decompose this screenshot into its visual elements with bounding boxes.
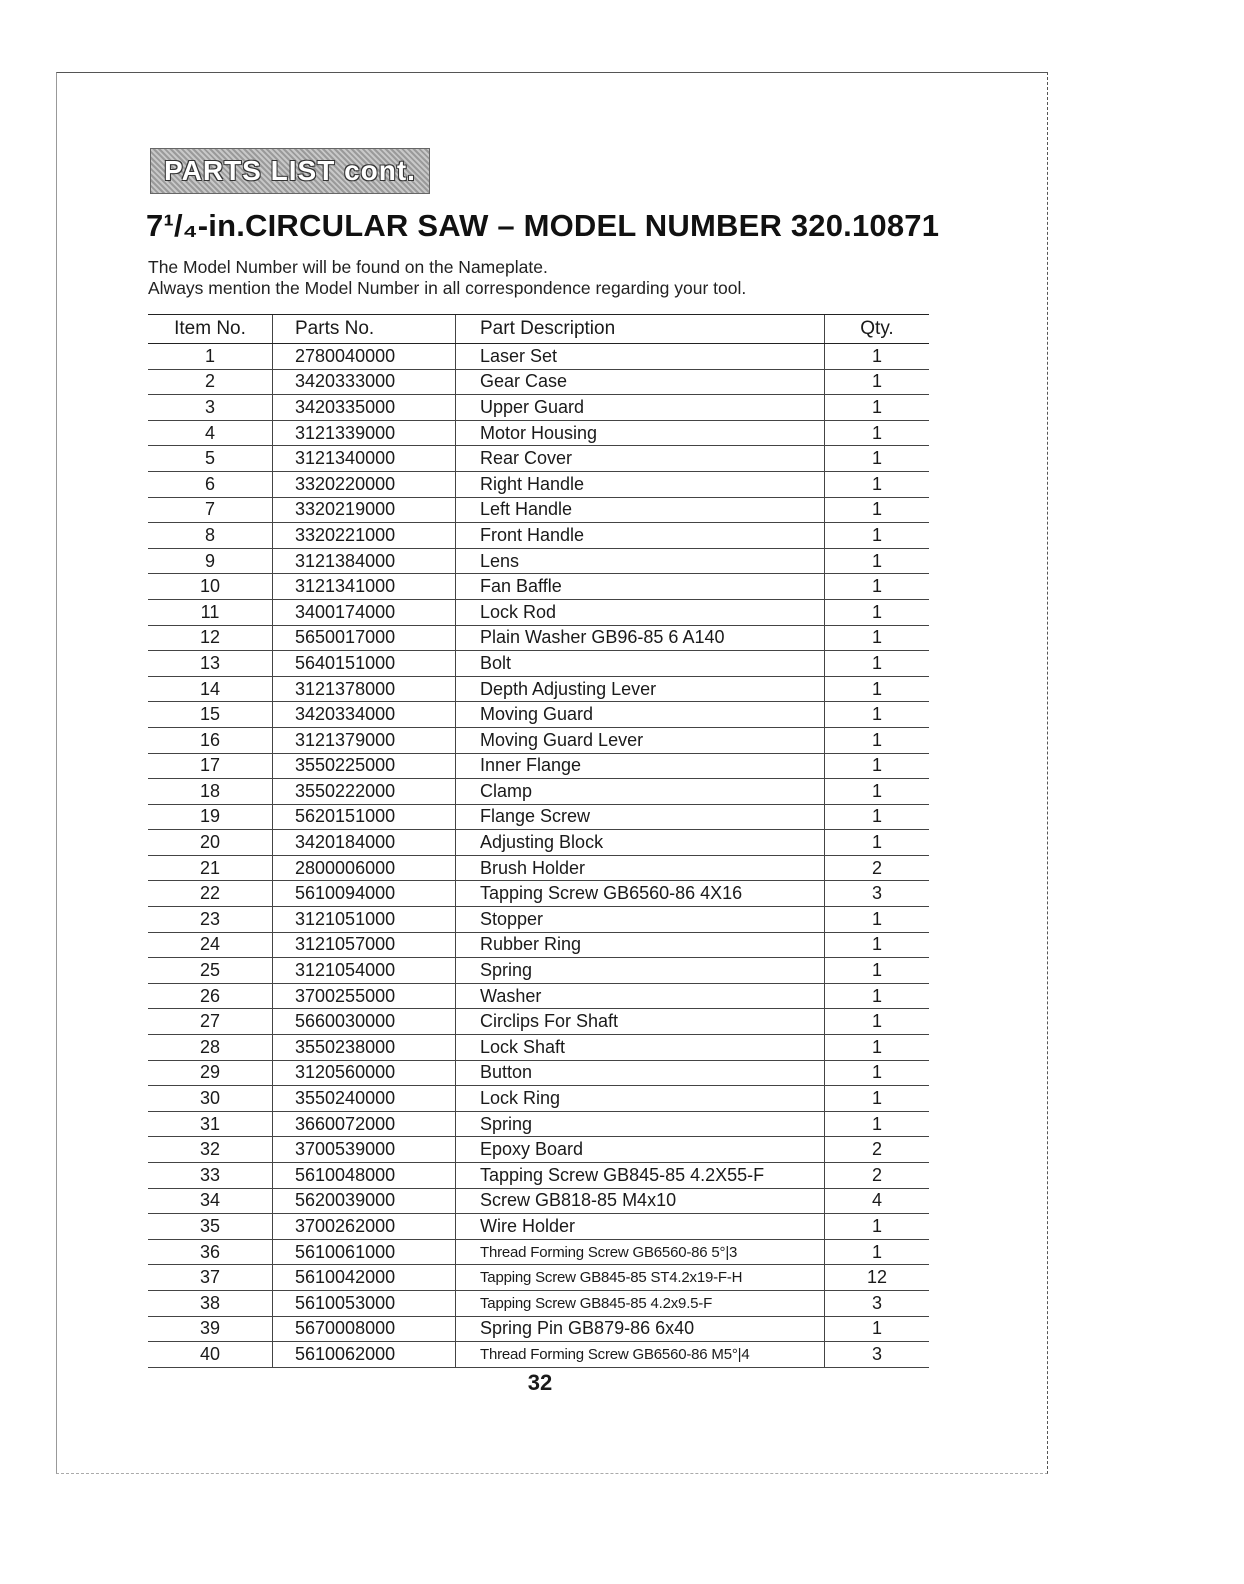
qty-cell: 1 [825,958,930,984]
qty-cell: 12 [825,1265,930,1291]
item-no-cell: 36 [148,1239,273,1265]
part-description-cell: Moving Guard Lever [456,727,825,753]
qty-cell: 3 [825,1342,930,1368]
part-description-cell: Moving Guard [456,702,825,728]
item-no-cell: 32 [148,1137,273,1163]
item-no-cell: 1 [148,344,273,370]
parts-no-cell: 3121384000 [273,548,456,574]
item-no-cell: 13 [148,651,273,677]
part-description-cell: Washer [456,983,825,1009]
item-no-cell: 12 [148,625,273,651]
table-row [148,369,929,395]
part-description-cell: Spring [456,1111,825,1137]
parts-no-cell: 3420333000 [273,369,456,395]
item-no-cell: 26 [148,983,273,1009]
parts-no-cell: 5640151000 [273,651,456,677]
table-row [148,1265,929,1291]
table-row [148,932,929,958]
part-description-cell: Laser Set [456,344,825,370]
part-description-cell: Lock Shaft [456,1035,825,1061]
table-row [148,1111,929,1137]
parts-no-cell: 3320221000 [273,523,456,549]
parts-no-cell: 5670008000 [273,1316,456,1342]
header-qty: Qty. [825,315,930,344]
page-number: 32 [527,1370,553,1395]
parts-no-cell: 3420184000 [273,830,456,856]
correspondence-note: Always mention the Model Number in all correspondence regarding your tool. [148,278,747,298]
parts-no-cell: 5620151000 [273,804,456,830]
parts-no-cell: 3550225000 [273,753,456,779]
table-row [148,907,929,933]
table-row [148,702,929,728]
item-no-cell: 19 [148,804,273,830]
item-no-cell: 33 [148,1163,273,1189]
part-description-cell: Lens [456,548,825,574]
table-row [148,1163,929,1189]
parts-no-cell: 5660030000 [273,1009,456,1035]
item-no-cell: 3 [148,395,273,421]
parts-no-cell: 3121379000 [273,727,456,753]
qty-cell: 1 [825,395,930,421]
item-no-cell: 10 [148,574,273,600]
part-description-cell: Spring Pin GB879-86 6x40 [456,1316,825,1342]
parts-no-cell: 3420334000 [273,702,456,728]
table-row [148,881,929,907]
parts-no-cell: 5610048000 [273,1163,456,1189]
parts-no-cell: 3121054000 [273,958,456,984]
qty-cell: 1 [825,625,930,651]
parts-table [148,314,929,1368]
part-description-cell: Flange Screw [456,804,825,830]
table-row [148,651,929,677]
part-description-cell: Inner Flange [456,753,825,779]
qty-cell: 1 [825,727,930,753]
item-no-cell: 4 [148,420,273,446]
parts-no-cell: 5610061000 [273,1239,456,1265]
table-row [148,471,929,497]
part-description-cell: Rubber Ring [456,932,825,958]
qty-cell: 1 [825,1086,930,1112]
part-description-cell: Screw GB818-85 M4x10 [456,1188,825,1214]
part-description-cell: Lock Ring [456,1086,825,1112]
item-no-cell: 2 [148,369,273,395]
parts-no-cell: 2800006000 [273,855,456,881]
table-row [148,523,929,549]
table-row [148,779,929,805]
table-row [148,1060,929,1086]
item-no-cell: 34 [148,1188,273,1214]
parts-no-cell: 5610062000 [273,1342,456,1368]
parts-no-cell: 3320220000 [273,471,456,497]
table-row [148,548,929,574]
qty-cell: 1 [825,804,930,830]
part-description-cell: Left Handle [456,497,825,523]
qty-cell: 3 [825,881,930,907]
part-description-cell: Clamp [456,779,825,805]
item-no-cell: 20 [148,830,273,856]
qty-cell: 1 [825,676,930,702]
qty-cell: 1 [825,497,930,523]
part-description-cell: Front Handle [456,523,825,549]
table-row [148,574,929,600]
table-row [148,1239,929,1265]
item-no-cell: 9 [148,548,273,574]
part-description-cell: Tapping Screw GB845-85 4.2X55-F [456,1163,825,1189]
parts-no-cell: 5620039000 [273,1188,456,1214]
qty-cell: 1 [825,651,930,677]
part-description-cell: Button [456,1060,825,1086]
part-description-cell: Lock Rod [456,599,825,625]
item-no-cell: 29 [148,1060,273,1086]
parts-no-cell: 3121339000 [273,420,456,446]
table-row [148,1214,929,1240]
qty-cell: 1 [825,983,930,1009]
table-row [148,1035,929,1061]
item-no-cell: 25 [148,958,273,984]
qty-cell: 1 [825,574,930,600]
parts-no-cell: 5610053000 [273,1290,456,1316]
item-no-cell: 37 [148,1265,273,1291]
parts-no-cell: 3121340000 [273,446,456,472]
table-row [148,446,929,472]
header-parts-no: Parts No. [273,315,456,344]
table-row [148,855,929,881]
parts-no-cell: 3121057000 [273,932,456,958]
parts-no-cell: 3120560000 [273,1060,456,1086]
part-description-cell: Fan Baffle [456,574,825,600]
qty-cell: 1 [825,446,930,472]
parts-no-cell: 3121341000 [273,574,456,600]
item-no-cell: 18 [148,779,273,805]
part-description-cell: Right Handle [456,471,825,497]
part-description-cell: Wire Holder [456,1214,825,1240]
part-description-cell: Brush Holder [456,855,825,881]
qty-cell: 1 [825,344,930,370]
item-no-cell: 22 [148,881,273,907]
qty-cell: 1 [825,907,930,933]
qty-cell: 3 [825,1290,930,1316]
qty-cell: 1 [825,1239,930,1265]
qty-cell: 1 [825,702,930,728]
part-description-cell: Gear Case [456,369,825,395]
item-no-cell: 11 [148,599,273,625]
table-row [148,1137,929,1163]
table-row [148,344,929,370]
part-description-cell: Epoxy Board [456,1137,825,1163]
qty-cell: 1 [825,1060,930,1086]
table-row [148,804,929,830]
item-no-cell: 16 [148,727,273,753]
qty-cell: 1 [825,1316,930,1342]
parts-no-cell: 5610042000 [273,1265,456,1291]
part-description-cell: Upper Guard [456,395,825,421]
part-description-cell: Stopper [456,907,825,933]
table-row [148,830,929,856]
qty-cell: 2 [825,855,930,881]
part-description-cell: Spring [456,958,825,984]
part-description-cell: Tapping Screw GB6560-86 4X16 [456,881,825,907]
header-item-no: Item No. [148,315,273,344]
qty-cell: 1 [825,753,930,779]
header-part-description: Part Description [456,315,825,344]
parts-no-cell: 2780040000 [273,344,456,370]
parts-list-banner: PARTS LIST cont. [150,148,430,194]
page-title: 7¹/₄-in.CIRCULAR SAW – MODEL NUMBER 320.10871 [146,208,940,243]
part-description-cell: Plain Washer GB96-85 6 A140 [456,625,825,651]
item-no-cell: 14 [148,676,273,702]
table-row [148,676,929,702]
parts-no-cell: 3550238000 [273,1035,456,1061]
qty-cell: 1 [825,523,930,549]
table-row [148,1290,929,1316]
parts-no-cell: 5650017000 [273,625,456,651]
table-row [148,1316,929,1342]
item-no-cell: 28 [148,1035,273,1061]
table-row [148,1342,929,1368]
parts-no-cell: 3700255000 [273,983,456,1009]
table-row [148,497,929,523]
part-description-cell: Adjusting Block [456,830,825,856]
item-no-cell: 5 [148,446,273,472]
table-row [148,599,929,625]
table-row [148,1188,929,1214]
item-no-cell: 35 [148,1214,273,1240]
item-no-cell: 24 [148,932,273,958]
item-no-cell: 38 [148,1290,273,1316]
qty-cell: 2 [825,1163,930,1189]
qty-cell: 1 [825,420,930,446]
qty-cell: 1 [825,1214,930,1240]
part-description-cell: Depth Adjusting Lever [456,676,825,702]
item-no-cell: 30 [148,1086,273,1112]
table-row [148,753,929,779]
parts-no-cell: 3320219000 [273,497,456,523]
parts-no-cell: 3550222000 [273,779,456,805]
parts-no-cell: 3660072000 [273,1111,456,1137]
model-number-note: The Model Number will be found on the Nameplate. [148,257,548,277]
table-row [148,1009,929,1035]
table-header-row [148,315,929,344]
item-no-cell: 6 [148,471,273,497]
table-row [148,395,929,421]
part-description-cell: Tapping Screw GB845-85 ST4.2x19-F-H [456,1265,825,1291]
table-row [148,727,929,753]
qty-cell: 1 [825,471,930,497]
qty-cell: 1 [825,1035,930,1061]
table-row [148,958,929,984]
item-no-cell: 23 [148,907,273,933]
part-description-cell: Bolt [456,651,825,677]
part-description-cell: Thread Forming Screw GB6560-86 5°|3 [456,1239,825,1265]
item-no-cell: 31 [148,1111,273,1137]
parts-no-cell: 3700539000 [273,1137,456,1163]
table-row [148,983,929,1009]
parts-no-cell: 3121378000 [273,676,456,702]
part-description-cell: Rear Cover [456,446,825,472]
parts-no-cell: 3400174000 [273,599,456,625]
table-row [148,625,929,651]
item-no-cell: 7 [148,497,273,523]
qty-cell: 4 [825,1188,930,1214]
part-description-cell: Tapping Screw GB845-85 4.2x9.5-F [456,1290,825,1316]
item-no-cell: 39 [148,1316,273,1342]
table-row [148,1086,929,1112]
item-no-cell: 40 [148,1342,273,1368]
item-no-cell: 21 [148,855,273,881]
parts-no-cell: 3420335000 [273,395,456,421]
qty-cell: 1 [825,830,930,856]
qty-cell: 2 [825,1137,930,1163]
qty-cell: 1 [825,779,930,805]
qty-cell: 1 [825,932,930,958]
parts-no-cell: 3550240000 [273,1086,456,1112]
item-no-cell: 27 [148,1009,273,1035]
item-no-cell: 8 [148,523,273,549]
parts-no-cell: 5610094000 [273,881,456,907]
part-description-cell: Circlips For Shaft [456,1009,825,1035]
table-row [148,420,929,446]
qty-cell: 1 [825,599,930,625]
qty-cell: 1 [825,369,930,395]
part-description-cell: Motor Housing [456,420,825,446]
item-no-cell: 17 [148,753,273,779]
parts-no-cell: 3121051000 [273,907,456,933]
item-no-cell: 15 [148,702,273,728]
qty-cell: 1 [825,1009,930,1035]
qty-cell: 1 [825,1111,930,1137]
part-description-cell: Thread Forming Screw GB6560-86 M5°|4 [456,1342,825,1368]
parts-no-cell: 3700262000 [273,1214,456,1240]
qty-cell: 1 [825,548,930,574]
